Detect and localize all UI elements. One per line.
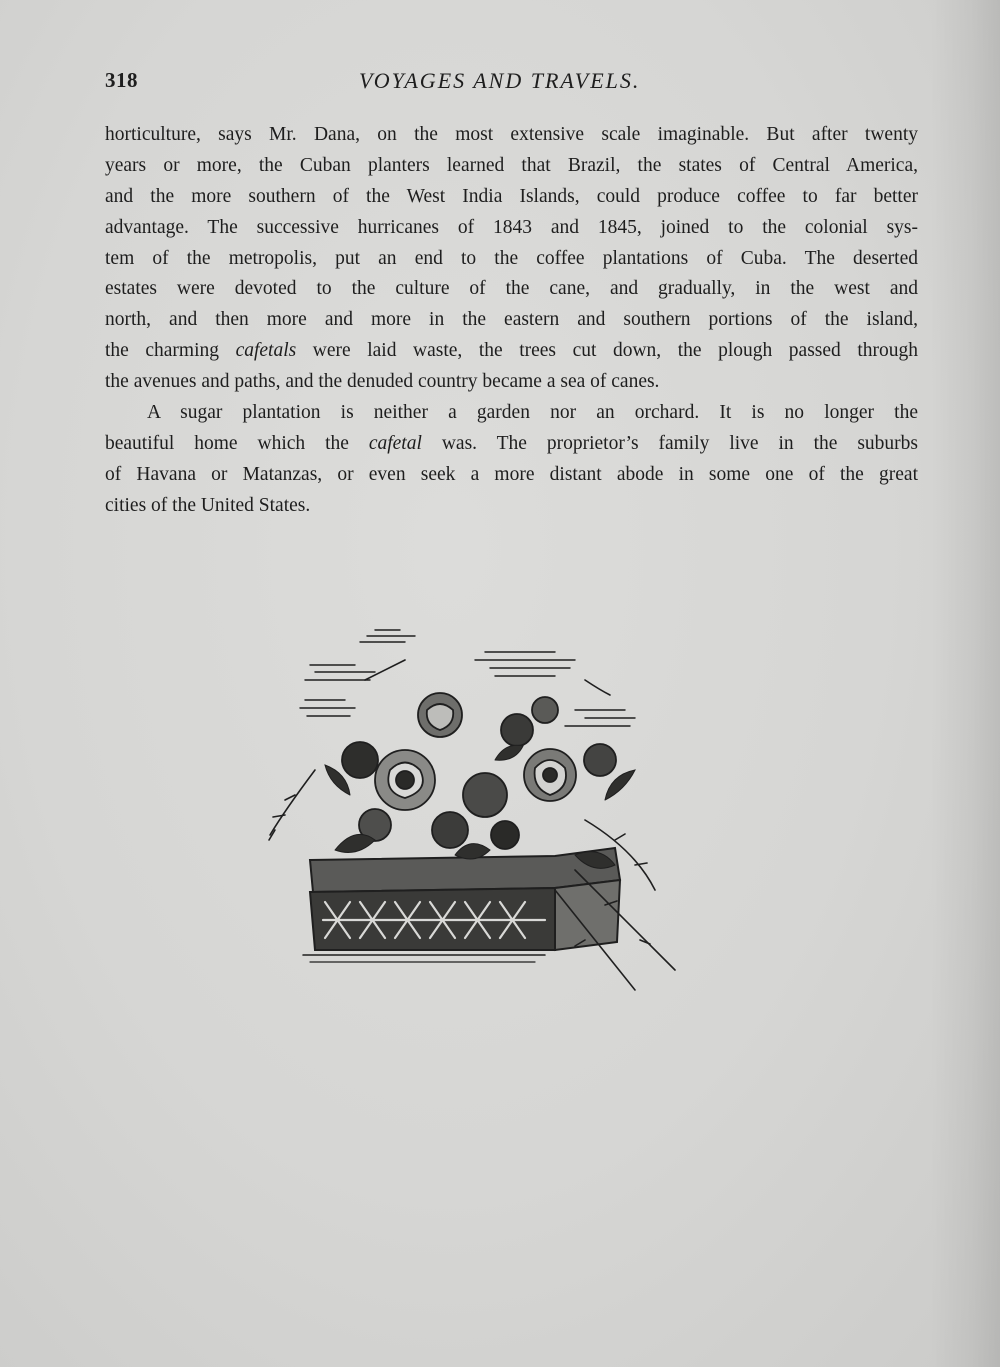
text-line (105, 244, 918, 275)
paragraph (105, 120, 918, 398)
italic-term: cafetals (235, 340, 297, 362)
italic-term: cafetal (368, 432, 422, 454)
text-run: and the more southern of the West India Islands, could produce coffee to far better (105, 185, 918, 207)
text-run: estates were devoted to the culture of the cane, and gradually, in the west and (105, 278, 918, 300)
text-line (105, 305, 918, 336)
text-run: advantage. The successive hurricanes of 1843 and 1845, joined to the colonial sys- (105, 216, 918, 238)
text-line (105, 182, 918, 213)
text-line (105, 429, 918, 460)
paragraph (105, 398, 918, 522)
text-line (105, 213, 918, 244)
running-title: VOYAGES AND TRAVELS. (359, 68, 641, 93)
text-run: horticulture, says Mr. Dana, on the most extensive scale imaginable. But after twenty (105, 124, 918, 145)
body-text (105, 120, 918, 522)
text-run: A sugar plantation is neither a garden nor an orchard. It is no longer the (147, 402, 918, 424)
text-run: tem of the metropolis, put an end to the coffee plantations of Cuba. The deserted (105, 247, 918, 269)
page-gutter-shadow (930, 0, 1000, 1367)
text-run: north, and then more and more in the eastern and southern portions of the island, (105, 309, 918, 331)
text-run: cities of the United States. (105, 494, 311, 516)
text-line (105, 120, 918, 151)
text-line (105, 367, 918, 398)
roses (342, 693, 616, 849)
text-run: years or more, the Cuban planters learned that Brazil, the states of Central America, (105, 154, 918, 176)
text-run: were laid waste, the trees cut down, the plough passed through (296, 340, 919, 362)
text-line (105, 398, 918, 429)
page-header (105, 68, 918, 102)
flower-box-illustration (255, 620, 705, 1000)
text-run: the charming (105, 340, 236, 362)
text-line (105, 274, 918, 305)
text-line (105, 336, 918, 367)
text-line (105, 491, 918, 522)
text-run: was. The proprietor’s family live in the suburbs (421, 432, 919, 454)
sky-hatching (300, 630, 635, 726)
text-run: of Havana or Matanzas, or even seek a more distant abode in some one of the great (105, 463, 918, 485)
page-number: 318 (105, 68, 138, 92)
text-line (105, 460, 918, 491)
text-run: the avenues and paths, and the denuded country became a sea of canes. (105, 371, 660, 393)
planter-box (303, 848, 620, 962)
text-line (105, 151, 918, 182)
text-run: beautiful home which the (105, 432, 369, 454)
